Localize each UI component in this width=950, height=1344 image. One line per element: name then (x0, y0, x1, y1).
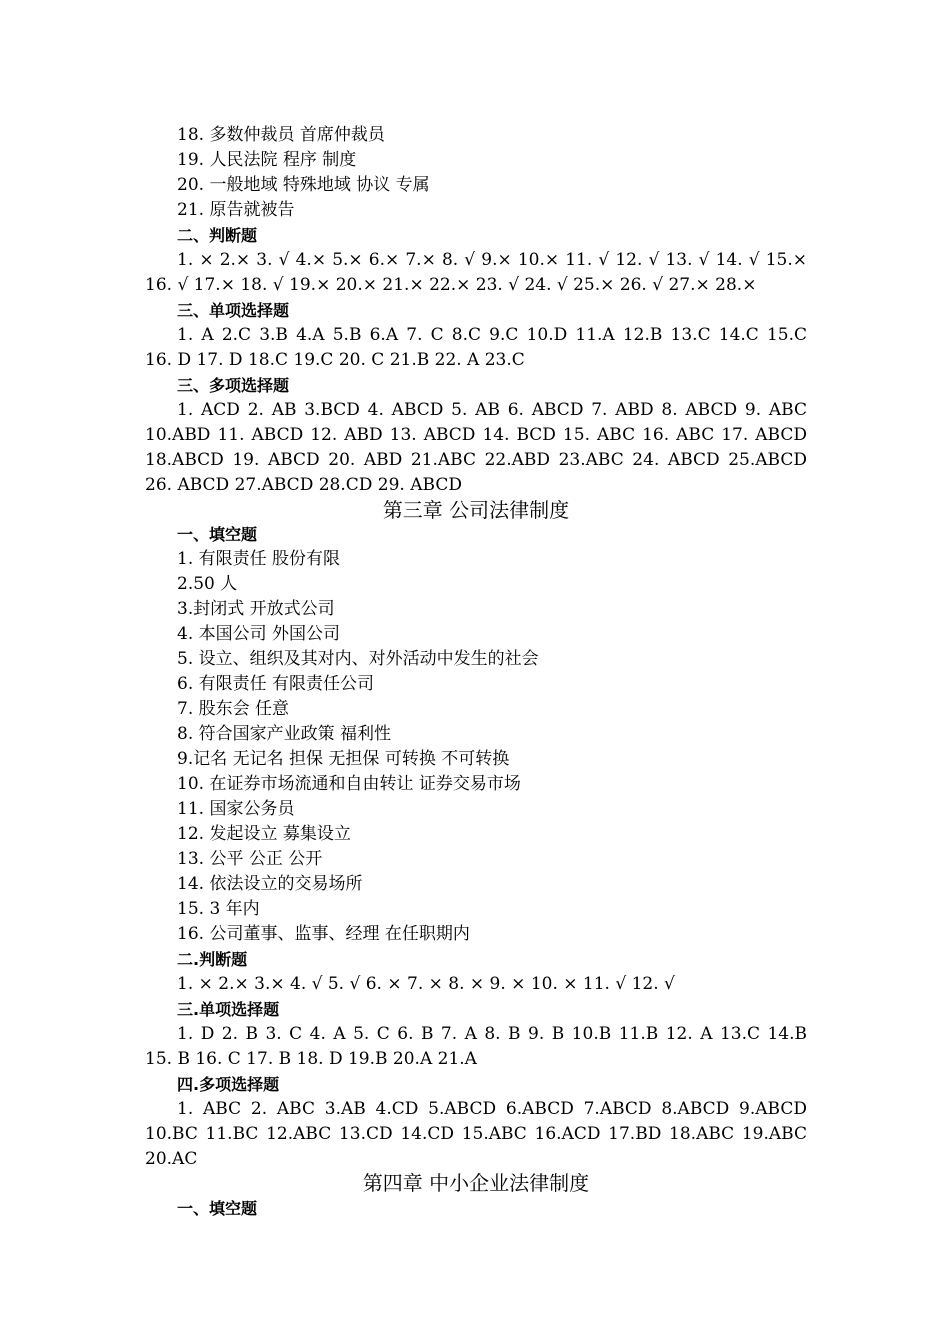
answer-line: 1. × 2.× 3.× 4. √ 5. √ 6. × 7. × 8. × 9. × 10. × 11. √ 12. √ (177, 974, 675, 994)
answer-line: 10.BC 11.BC 12.ABC 13.CD 14.CD 15.ABC 16.ACD 17.BD 18.ABC 19.ABC (145, 1124, 807, 1144)
section-heading: 三、多项选择题 (177, 376, 290, 395)
section-heading: 四.多项选择题 (177, 1075, 280, 1094)
answer-line: 16. D 17. D 18.C 19.C 20. C 21.B 22. A 23.C (145, 350, 525, 370)
answer-line: 5. 设立、组织及其对内、对外活动中发生的社会 (177, 649, 539, 669)
answer-line: 8. 符合国家产业政策 福利性 (177, 724, 392, 744)
answer-line: 15. B 16. C 17. B 18. D 19.B 20.A 21.A (145, 1049, 477, 1069)
answer-line: 1. ABC 2. ABC 3.AB 4.CD 5.ABCD 6.ABCD 7.ABCD 8.ABCD 9.ABCD (177, 1099, 807, 1119)
answer-line: 3.封闭式 开放式公司 (177, 599, 335, 619)
section-heading: 一、填空题 (177, 1199, 258, 1218)
answer-line: 2.50 人 (177, 574, 238, 594)
answer-line: 1. 有限责任 股份有限 (177, 549, 341, 569)
chapter-title: 第三章 公司法律制度 (382, 498, 570, 522)
answer-line: 4. 本国公司 外国公司 (177, 624, 341, 644)
answer-line: 21. 原告就被告 (177, 200, 295, 220)
answer-line: 12. 发起设立 募集设立 (177, 824, 351, 844)
answer-line: 7. 股东会 任意 (177, 699, 290, 719)
answer-line: 11. 国家公务员 (177, 799, 295, 819)
section-heading: 二、判断题 (177, 226, 258, 245)
answer-line: 1. ACD 2. AB 3.BCD 4. ABCD 5. AB 6. ABCD 7. ABD 8. ABCD 9. ABC (177, 400, 807, 420)
answer-line: 18. 多数仲裁员 首席仲裁员 (177, 125, 385, 145)
answer-line: 14. 依法设立的交易场所 (177, 874, 363, 894)
answer-line: 6. 有限责任 有限责任公司 (177, 674, 375, 694)
answer-line: 20. 一般地域 特殊地域 协议 专属 (177, 175, 430, 195)
section-heading: 一、填空题 (177, 525, 258, 544)
chapter-title: 第四章 中小企业法律制度 (362, 1171, 590, 1195)
section-heading: 二.判断题 (177, 950, 248, 969)
answer-line: 16. √ 17.× 18. √ 19.× 20.× 21.× 22.× 23. √ 24. √ 25.× 26. √ 27.× 28.× (145, 275, 757, 295)
answer-line: 15. 3 年内 (177, 899, 260, 919)
answer-line: 9.记名 无记名 担保 无担保 可转换 不可转换 (177, 749, 510, 769)
answer-line: 1. × 2.× 3. √ 4.× 5.× 6.× 7.× 8. √ 9.× 10.× 11. √ 12. √ 13. √ 14. √ 15.× (177, 250, 807, 270)
answer-line: 10. 在证券市场流通和自由转让 证券交易市场 (177, 774, 521, 794)
section-heading: 三、单项选择题 (177, 301, 290, 320)
answer-line: 16. 公司董事、监事、经理 在任职期内 (177, 924, 470, 944)
answer-line: 10.ABD 11. ABCD 12. ABD 13. ABCD 14. BCD 15. ABC 16. ABC 17. ABCD (145, 425, 807, 445)
section-heading: 三.单项选择题 (177, 1000, 280, 1019)
answer-line: 1. D 2. B 3. C 4. A 5. C 6. B 7. A 8. B 9. B 10.B 11.B 12. A 13.C 14.B (177, 1024, 807, 1044)
answer-line: 18.ABCD 19. ABCD 20. ABD 21.ABC 22.ABD 23.ABC 24. ABCD 25.ABCD (145, 450, 807, 470)
answer-line: 19. 人民法院 程序 制度 (177, 150, 357, 170)
answer-line: 26. ABCD 27.ABCD 28.CD 29. ABCD (145, 475, 462, 495)
answer-line: 20.AC (145, 1149, 198, 1169)
answer-line: 13. 公平 公正 公开 (177, 849, 323, 869)
answer-line: 1. A 2.C 3.B 4.A 5.B 6.A 7. C 8.C 9.C 10.D 11.A 12.B 13.C 14.C 15.C (177, 325, 807, 345)
